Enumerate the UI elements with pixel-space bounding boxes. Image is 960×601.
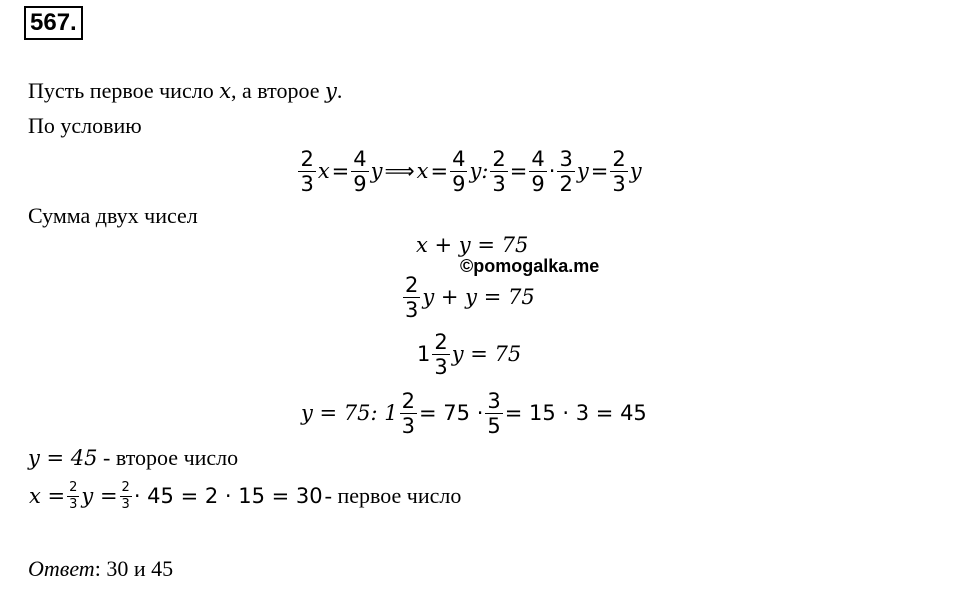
fraction [610,148,627,195]
sum-label: Сумма двух чисел [28,203,198,228]
equation-1 [270,140,670,202]
variable: y [370,159,383,183]
answer-value: 30 и 45 [106,556,174,581]
watermark: ©pomogalka.me [460,256,600,276]
numerator: 2 [401,388,416,413]
whole-part: 1 [417,342,431,366]
fraction [400,390,417,437]
intro-var-x: x [219,79,232,103]
result-x-line [28,476,462,516]
denominator: 9 [452,171,466,196]
denominator: 9 [353,171,367,196]
operator: = [331,159,350,183]
denominator: 3 [492,171,506,196]
numerator: 2 [405,272,419,297]
variable: y [629,159,642,183]
numerator: 4 [353,146,367,171]
numerator: 2 [612,146,626,171]
numerator: 4 [531,146,545,171]
equation-3 [402,268,536,326]
answer-label: Ответ [28,556,95,581]
operator: = [509,159,528,183]
variable: y: [469,159,489,183]
intro-prefix: Пусть первое число [28,78,214,103]
intro-middle: , а второе [231,78,320,103]
equation-part: · 45 = 2 · 15 = 30 [133,484,323,508]
denominator: 3 [401,413,416,438]
fraction [351,148,368,195]
denominator: 3 [612,171,626,196]
denominator: 3 [405,297,419,322]
numerator: 3 [559,146,573,171]
fraction [432,331,449,378]
denominator: 2 [559,171,573,196]
variable: x [416,159,429,183]
operator: = [430,159,449,183]
equation-part: y = 75: 1 [301,401,398,425]
equation-4 [416,325,522,383]
equation-2: x + y = 75 [416,233,529,257]
equation-part: y = [81,484,118,508]
denominator: 3 [300,171,314,196]
denominator: 9 [531,171,545,196]
condition-label: По условию [28,113,142,138]
variable: y [576,159,589,183]
operator: = [590,159,609,183]
equation-rest: y = 75 [451,342,522,366]
equation-rest: y + y = 75 [422,285,535,309]
result-x-text: - первое число [324,483,462,508]
equation-5 [300,384,648,442]
fraction [120,481,132,512]
numerator: 2 [69,479,78,495]
result-y-math: y = 45 [28,446,98,470]
denominator: 3 [434,354,448,379]
fraction [529,148,546,195]
numerator: 2 [300,146,314,171]
numerator: 2 [121,479,130,495]
fraction [403,274,420,321]
operator: · [548,159,556,183]
numerator: 4 [452,146,466,171]
equation-part: x = [29,484,66,508]
denominator: 3 [69,496,78,512]
numerator: 3 [487,388,501,413]
variable: x [317,159,330,183]
denominator: 5 [487,413,501,438]
fraction [485,390,502,437]
answer-colon: : [94,556,107,581]
fraction [450,148,467,195]
problem-number: 567. [24,6,83,40]
numerator: 2 [492,146,506,171]
fraction [298,148,315,195]
intro-var-y: y [325,79,337,103]
answer-line [28,556,173,582]
result-y-text: - второе число [97,445,239,470]
result-y-line [28,445,238,474]
intro-line [28,78,342,104]
fraction [490,148,507,195]
intro-suffix: . [336,78,343,103]
equation-part: = 75 · [419,401,484,425]
denominator: 3 [121,496,130,512]
numerator: 2 [434,329,448,354]
implies-operator: ⟹ [384,159,415,183]
fraction [67,481,79,512]
fraction [557,148,574,195]
equation-part: = 15 · 3 = 45 [504,401,647,425]
